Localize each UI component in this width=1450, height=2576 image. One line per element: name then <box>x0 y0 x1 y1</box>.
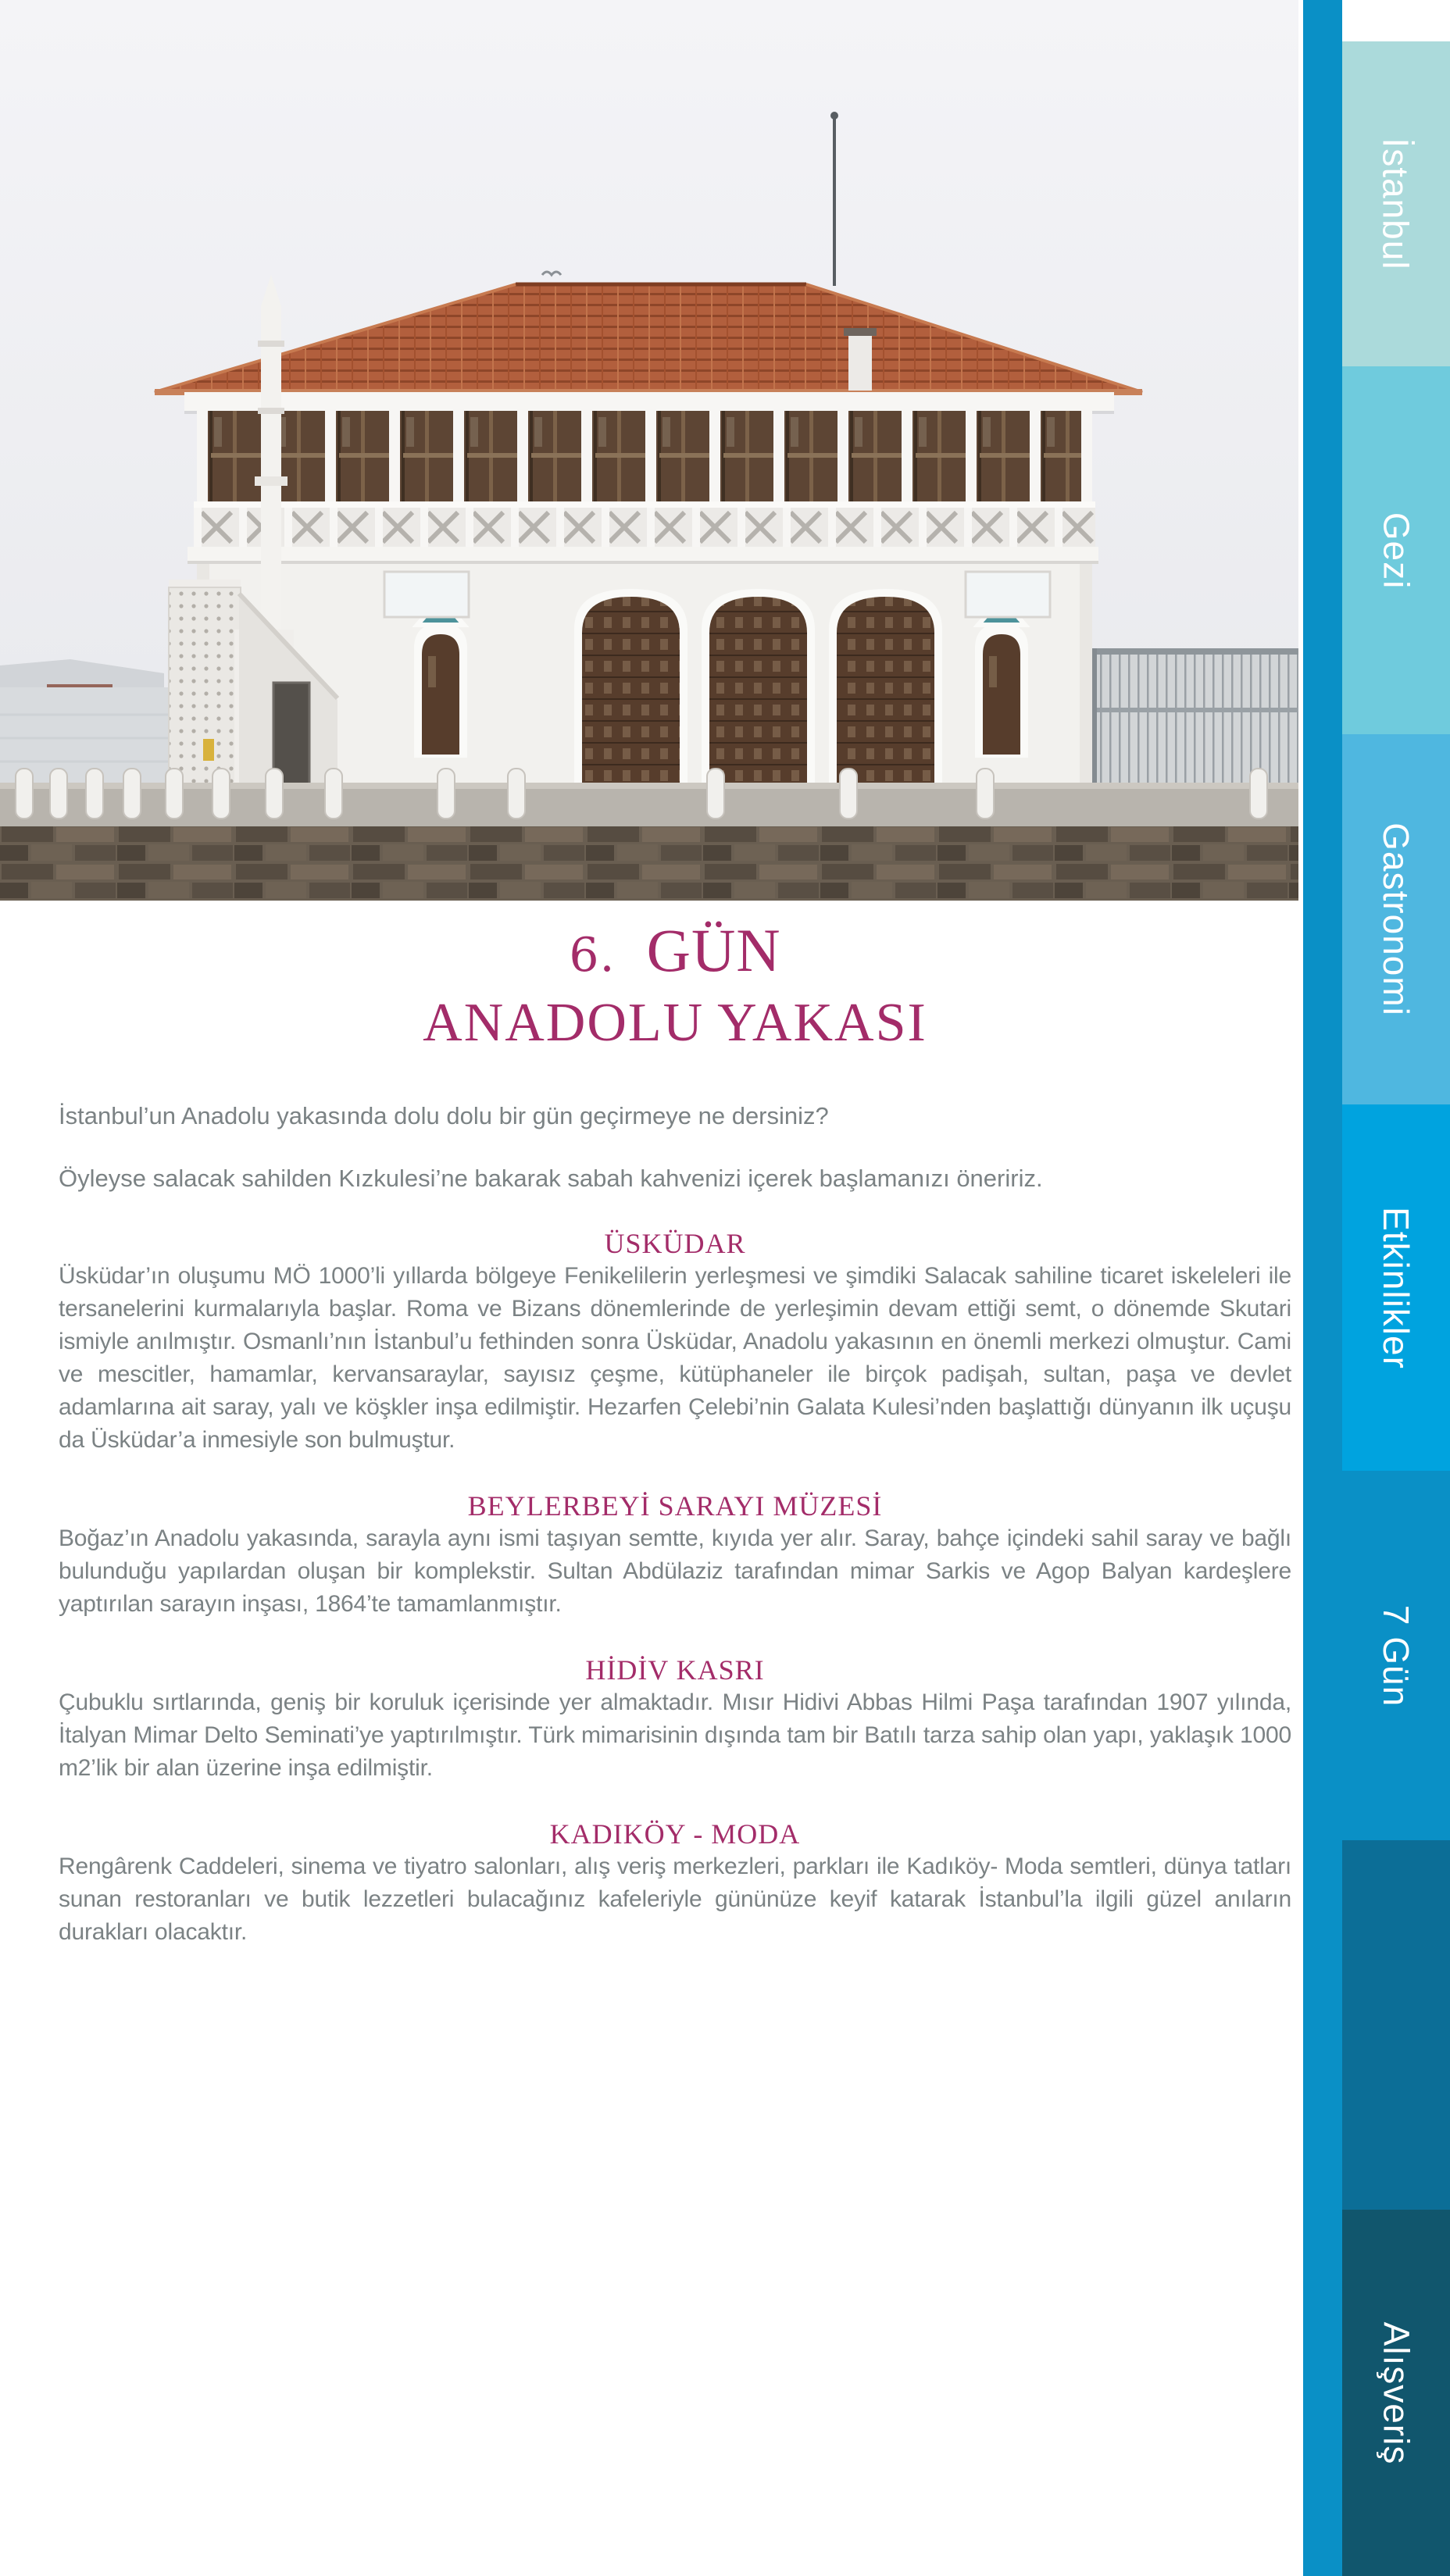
tab-istanbul[interactable] <box>1342 41 1450 366</box>
tab-etkinlikler-label: Etkinlikler <box>1376 1206 1417 1369</box>
section-kadikoy-moda-heading: KADIKÖY - MODA <box>549 1818 801 1850</box>
section-hidiv-kasri-heading: HİDİV KASRI <box>585 1654 765 1686</box>
tab-gastronomi-label: Gastronomi <box>1376 822 1416 1016</box>
section-kadikoy-moda <box>59 1818 1291 1949</box>
stone-wall <box>0 826 1298 901</box>
section-uskudar <box>59 1227 1291 1457</box>
section-beylerbeyi <box>59 1490 1291 1621</box>
pier-fence <box>1092 648 1298 784</box>
sidebar-strip <box>1303 0 1342 2576</box>
content-column <box>59 918 1291 1949</box>
colonnade <box>197 411 1092 501</box>
intro-line-2: Öyleyse salacak sahilden Kızkulesi’ne bakarak sabah kahvenizi içerek başlamanızı öneririz. <box>59 1165 1043 1192</box>
page-title <box>59 918 1291 988</box>
section-uskudar-body: Üsküdar’ın oluşumu MÖ 1000’li yıllarda bölgeye Fenikelilerin yerleşmesi ve şimdiki Salacak sahiline ticaret iskeleleri ile tersanelerini kurmalarıyla başlar. Roma ve Bizans dönemlerinde de yerleşimin devam ettiği semt, o dönemde Skutari ismiyle anılmıştır. Osmanlı’nın İstanbul’u fethinden sonra Üsküdar, Anadolu yakasının en önemli merkezi olmuştur. Cami ve mescitler, hamamlar, kervansaraylar, sayısız çeşme, kütüphaneler ile birçok padişah, sultan, paşa ve devlet adamlarına ait saray, yalı ve köşkler inşa edilmiştir. Hezarfen Çelebi’nin Galata Kulesi’nden başlattığı dünyanın ilk uçuşu da Üsküdar’a inmesiyle son bulmuştur. <box>59 1263 1291 1453</box>
section-kadikoy-moda-body: Rengârenk Caddeleri, sinema ve tiyatro salonları, alış veriş merkezleri, parkları ile Kadıköy- Moda semtleri, dünya tatları sunan restoranları ve butik lezzetleri bulacağınız kafeleriyle gününüze keyif katarak İstanbul’la ilgili güzel anıların durakları olacaktır. <box>59 1854 1291 1945</box>
tab-alisveris[interactable] <box>1342 2210 1450 2576</box>
section-beylerbeyi-heading: BEYLERBEYİ SARAYI MÜZESİ <box>467 1490 883 1522</box>
quay <box>0 783 1298 826</box>
wall-panel-left <box>384 572 469 617</box>
section-uskudar-heading: ÜSKÜDAR <box>604 1228 746 1259</box>
section-beylerbeyi-body: Boğaz’ın Anadolu yakasında, sarayla aynı ismi taşıyan semtte, kıyıda yer alır. Saray, bahçe içindeki sahil saray ve bağlı bulunduğu yapılardan oluşan bir komplekstir. Sultan Abdülaziz tarafından mimar Sarkis ve Agop Balyan kardeşlere yaptırılan sarayın inşası, 1864’te tamamlanmıştır. <box>59 1525 1291 1617</box>
day-number: 6. <box>569 928 616 983</box>
section-hidiv-kasri-body: Çubuklu sırtlarında, geniş bir koruluk içerisinde yer almaktadır. Mısır Hidivi Abbas Hilmi Paşa tarafından 1907 yılında, İtalyan Mimar Delto Seminati’ye yaptırılmıştır. Türk mimarisinin dışında tam bir Batılı tarza sahip olan yapı, yaklaşık 1000 m2’lik bir alan üzerine inşa edilmiştir. <box>59 1689 1291 1781</box>
page-subtitle: ANADOLU YAKASI <box>423 993 927 1053</box>
tab-gezi[interactable] <box>1342 366 1450 734</box>
sidebar-tabs <box>1342 0 1450 2576</box>
tab-gastronomi[interactable] <box>1342 734 1450 1104</box>
tab-7-gun-label: 7 Gün <box>1376 1604 1416 1707</box>
intro-line-1: İstanbul’un Anadolu yakasında dolu dolu bir gün geçirmeye ne dersiniz? <box>59 1102 829 1129</box>
wall-panel-right <box>966 572 1050 617</box>
tab-unlabeled[interactable] <box>1342 1840 1450 2210</box>
section-hidiv-kasri <box>59 1654 1291 1785</box>
sidebar-top-margin <box>1342 0 1450 41</box>
tab-istanbul-label: İstanbul <box>1376 137 1416 270</box>
tab-alisveris-label: Alışveriş <box>1376 2321 1416 2464</box>
balustrade <box>194 501 1095 547</box>
arched-doors <box>574 589 942 787</box>
chimney <box>848 334 872 391</box>
tab-7-gun[interactable] <box>1342 1471 1450 1840</box>
day-word: GÜN <box>646 916 781 984</box>
photo-salacak-pier-building <box>0 0 1298 901</box>
tab-etkinlikler[interactable] <box>1342 1104 1450 1471</box>
tab-gezi-label: Gezi <box>1376 512 1416 589</box>
